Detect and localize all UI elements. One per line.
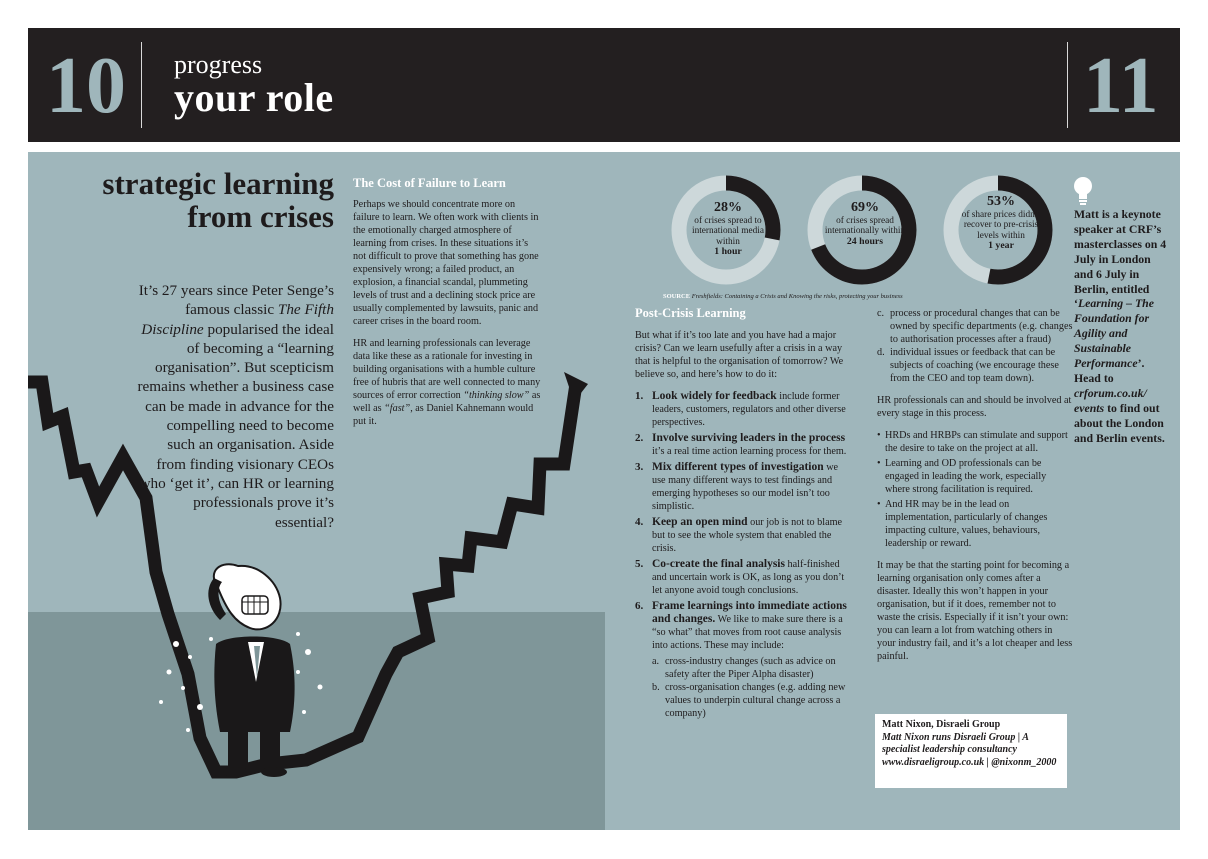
action-text: individual issues or feedback that can be subjects of coaching (we encourage these from the CEO and top team down). (890, 347, 1059, 384)
article-intro (136, 281, 334, 532)
businessman-figure (208, 564, 294, 777)
stat-1-text: of crises spread to international media within (691, 216, 765, 247)
stat-3-emphasis: 1 year (988, 239, 1014, 251)
step-number: 3. (635, 461, 644, 473)
intro-book-title: The Fifth Discipline (141, 301, 334, 338)
author-name: Matt Nixon, Disraeli Group (882, 719, 1001, 730)
action-letter: a. (652, 656, 660, 667)
action-text: cross-industry changes (such as advice on safety after the Piper Alpha disaster) (665, 656, 836, 680)
right-page-number: 11 (1083, 42, 1159, 130)
step-number: 6. (635, 600, 644, 612)
author-bio-box (875, 714, 1067, 788)
author-bio: Matt Nixon runs Disraeli Group | A specialist leadership consultancy www.disraeligroup.co.uk | @nixonm_2000 (882, 731, 1057, 768)
actions-list-part2 (877, 307, 1073, 385)
step-item (635, 390, 847, 429)
step-heading: Mix different types of investigation (652, 461, 824, 473)
masterclass-title: Learning – The Foundation for Agility and Sustainable Performance (1074, 296, 1154, 371)
hr-bullets (877, 429, 1073, 550)
sidebar-note: Matt is a keynote speaker at CRF’s masterclasses on 4 July in London and 6 July in Berlin, entitled ‘Learning – The Foundation for Agility and Sustainable Performance’. Head to crforum.co.uk/ events to find out about the London and Berlin events. (1074, 207, 1167, 445)
cost-paragraph-1: Perhaps we should concentrate more on failure to learn. We often work with clients in the emotionally charged atmosphere of learning from crises. In these situations it’s not difficult to prove that something has gone expensively wrong; a failed product, an explosion, a financial scandal, plummeting levels of trust and a declining stock price are usually complemented by lawsuits, panic and career crises in the board room. (353, 199, 539, 327)
hr-bullet: • And HR may be in the lead on implementation, particularly of changes impacting culture, values, behaviours, leadership or reward. (877, 498, 1073, 550)
source-label: SOURCE (663, 293, 691, 300)
header-divider-left (141, 42, 142, 128)
closing-paragraph: It may be that the starting point for becoming a learning organisation only comes after a disaster. Ideally this won’t happen in your organisation, but if it does, remember not to waste the crisis. Especially if it isn’t your own: you can learn a lot from watching others in your industry fail, and it’s a lot cheaper and less painful. (877, 560, 1073, 662)
header-bar (28, 28, 1180, 142)
section-title: your role (174, 75, 334, 120)
action-text: process or procedural changes that can be owned by specific departments (e.g. changes to authorisation processes after a fraud) (890, 308, 1073, 345)
step-number: 2. (635, 432, 644, 444)
stat-2-label (824, 200, 906, 247)
step-heading: Frame learnings into immediate actions and changes. (652, 600, 847, 625)
action-letter: b. (652, 682, 660, 693)
action-item (652, 681, 847, 720)
man-teeth (242, 596, 268, 614)
stat-1-percent: 28% (714, 200, 742, 215)
intro-text-cont: popularised the ideal of becoming a “learning organisation”. But scepticism remains whether a business case can be made in advance for the compelling need to become such an organisation. Aside from finding visionary CEOs who ‘get it’, can HR or learning professionals prove it’s essential? (137, 320, 334, 531)
hr-bullet: • HRDs and HRBPs can stimulate and support the desire to take on the project at all. (877, 429, 1073, 455)
header-divider-right (1067, 42, 1068, 128)
source-text: Freshfields: Containing a Crisis and Knowing the risks, protecting your business (691, 293, 903, 300)
section-kicker: progress (174, 50, 263, 79)
steps-list (635, 390, 847, 652)
step-text: include former leaders, customers, regulators and other diverse perspectives. (652, 391, 846, 428)
post-intro: But what if it’s too late and you have had a major crisis? Can we learn usefully after a crisis in a way that is helpful to the organisation of tomorrow? We believe so, and here’s how to do it: (635, 330, 844, 380)
spread-content (28, 152, 1180, 830)
intro-text: It’s 27 years since Peter Senge’s famous classic (138, 282, 334, 319)
stat-1-emphasis: 1 hour (714, 245, 742, 257)
stats-source (663, 293, 1063, 300)
step-heading: Look widely for feedback (652, 390, 777, 402)
step-number: 1. (635, 390, 644, 402)
action-letter: d. (877, 347, 885, 358)
step-text: half-finished and uncertain work is OK, as long as you don’t let anyone avoid tough conclusions. (652, 559, 845, 596)
action-item (652, 655, 847, 681)
step-heading: Involve surviving leaders in the process (652, 432, 846, 444)
step-item (635, 558, 847, 597)
step-text: we use many different ways to test findings and emerging hypotheses so our model isn’t too simplistic. (652, 462, 839, 512)
hr-bullet: • Learning and OD professionals can be engaged in leading the work, especially where strong facilitation is required. (877, 457, 1073, 496)
step-item (635, 516, 847, 555)
stat-2-percent: 69% (851, 200, 879, 215)
step-heading: Co-create the final analysis (652, 558, 785, 570)
step-number: 4. (635, 516, 644, 528)
cost-paragraph-2: HR and learning professionals can leverage data like these as a rationale for investing in building organisations with a humble culture free of hubris that are well connected to many sources of error correction “thinking slow” as well as “fast”, as Daniel Kahnemann would put it. (353, 338, 541, 427)
step-text: We like to make sure there is a “so what” that moves from root cause analysis into actions. These may include: (652, 614, 843, 651)
cost-section-heading: The Cost of Failure to Learn (353, 176, 506, 190)
stat-2-text: of crises spread internationally within (824, 216, 906, 237)
step-item (635, 432, 847, 458)
step-text: it’s a real time action learning process for them. (652, 446, 847, 457)
left-page-number: 10 (46, 42, 126, 130)
step-text: our job is not to blame but to see the whole system that enabled the crisis. (652, 517, 843, 554)
action-item (877, 346, 1073, 385)
crforum-link[interactable]: crforum.co.uk/ events (1074, 385, 1147, 415)
post-crisis-section (635, 306, 847, 720)
action-letter: c. (877, 308, 885, 319)
step-item (635, 600, 847, 652)
stat-2-emphasis: 24 hours (846, 235, 884, 247)
step-number: 5. (635, 558, 644, 570)
actions-list-part1 (635, 655, 847, 720)
step-item (635, 461, 847, 513)
lightbulb-icon (1072, 176, 1094, 206)
post-section-heading: Post-Crisis Learning (635, 306, 746, 320)
article-headline: strategic learning from crises (102, 166, 334, 234)
stat-3-percent: 53% (987, 194, 1015, 209)
cost-of-failure-section (353, 176, 543, 437)
stat-3-label (960, 194, 1042, 251)
action-item (877, 307, 1073, 346)
step-heading: Keep an open mind (652, 516, 748, 528)
post-crisis-column-2 (877, 307, 1073, 672)
stat-3-text: of share prices didn’t recover to pre-crisis levels within (961, 210, 1041, 241)
stat-1-label (687, 200, 769, 257)
hr-involvement: HR professionals can and should be involved at every stage in this process. (877, 395, 1072, 419)
action-text: cross-organisation changes (e.g. adding new values to underpin cultural change across a company) (665, 682, 846, 719)
